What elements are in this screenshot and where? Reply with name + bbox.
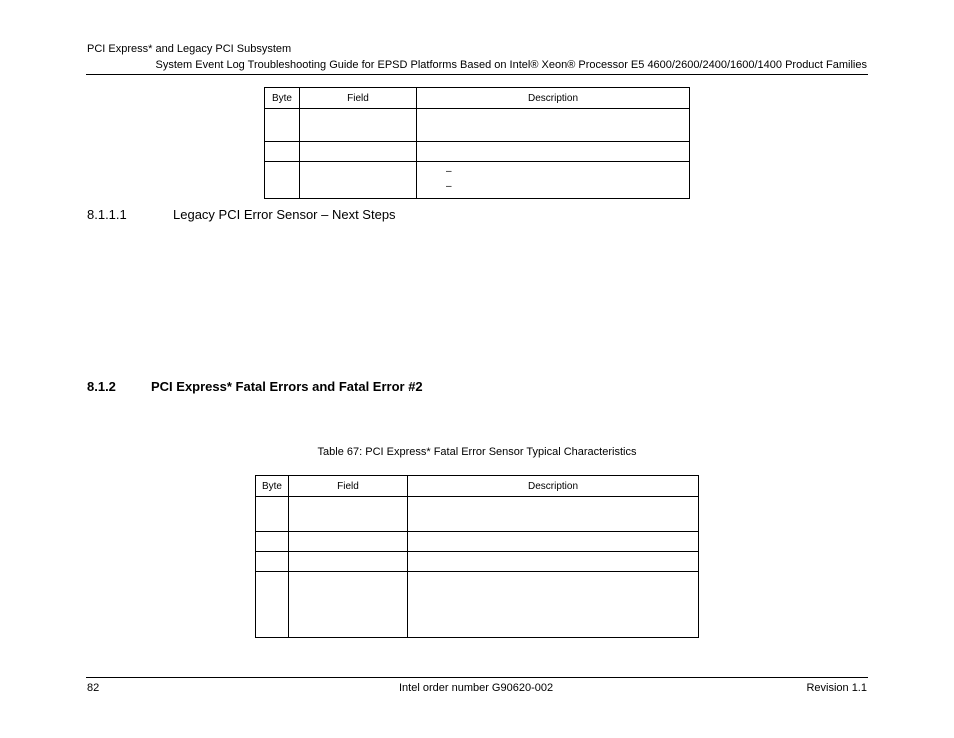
col-byte: Byte <box>265 88 300 109</box>
section-heading-next-steps <box>87 207 396 222</box>
table-row <box>256 532 699 552</box>
table-row <box>256 552 699 572</box>
section-title: PCI Express* Fatal Errors and Fatal Error #2 <box>151 379 423 394</box>
table-dash: – <box>446 166 452 177</box>
table-row <box>265 109 690 142</box>
col-byte: Byte <box>256 476 289 497</box>
section-heading-fatal-errors <box>87 379 423 394</box>
table-row <box>265 162 690 199</box>
table-row <box>265 142 690 162</box>
footer-rule <box>86 677 868 678</box>
running-header-section: PCI Express* and Legacy PCI Subsystem <box>87 43 292 55</box>
running-header-title: System Event Log Troubleshooting Guide for EPSD Platforms Based on Intel® Xeon® Processor E5 4600/2600/2400/1600/1400 Product Families <box>155 59 867 71</box>
section-number: 8.1.2 <box>87 379 116 394</box>
table-dash: – <box>446 181 452 192</box>
order-number: Intel order number G90620-002 <box>399 682 554 694</box>
col-description: Description <box>408 476 699 497</box>
page-number: 82 <box>87 682 100 694</box>
table-legacy-pci <box>264 87 690 199</box>
header-rule <box>86 74 868 75</box>
section-number: 8.1.1.1 <box>87 207 127 222</box>
revision: Revision 1.1 <box>806 682 867 694</box>
table-row <box>256 497 699 532</box>
table-fatal-error-sensor <box>255 475 699 638</box>
col-description: Description <box>417 88 690 109</box>
table-caption: Table 67: PCI Express* Fatal Error Sensor Typical Characteristics <box>317 446 637 458</box>
section-title: Legacy PCI Error Sensor – Next Steps <box>173 207 396 222</box>
col-field: Field <box>300 88 417 109</box>
table-row <box>256 572 699 638</box>
col-field: Field <box>289 476 408 497</box>
